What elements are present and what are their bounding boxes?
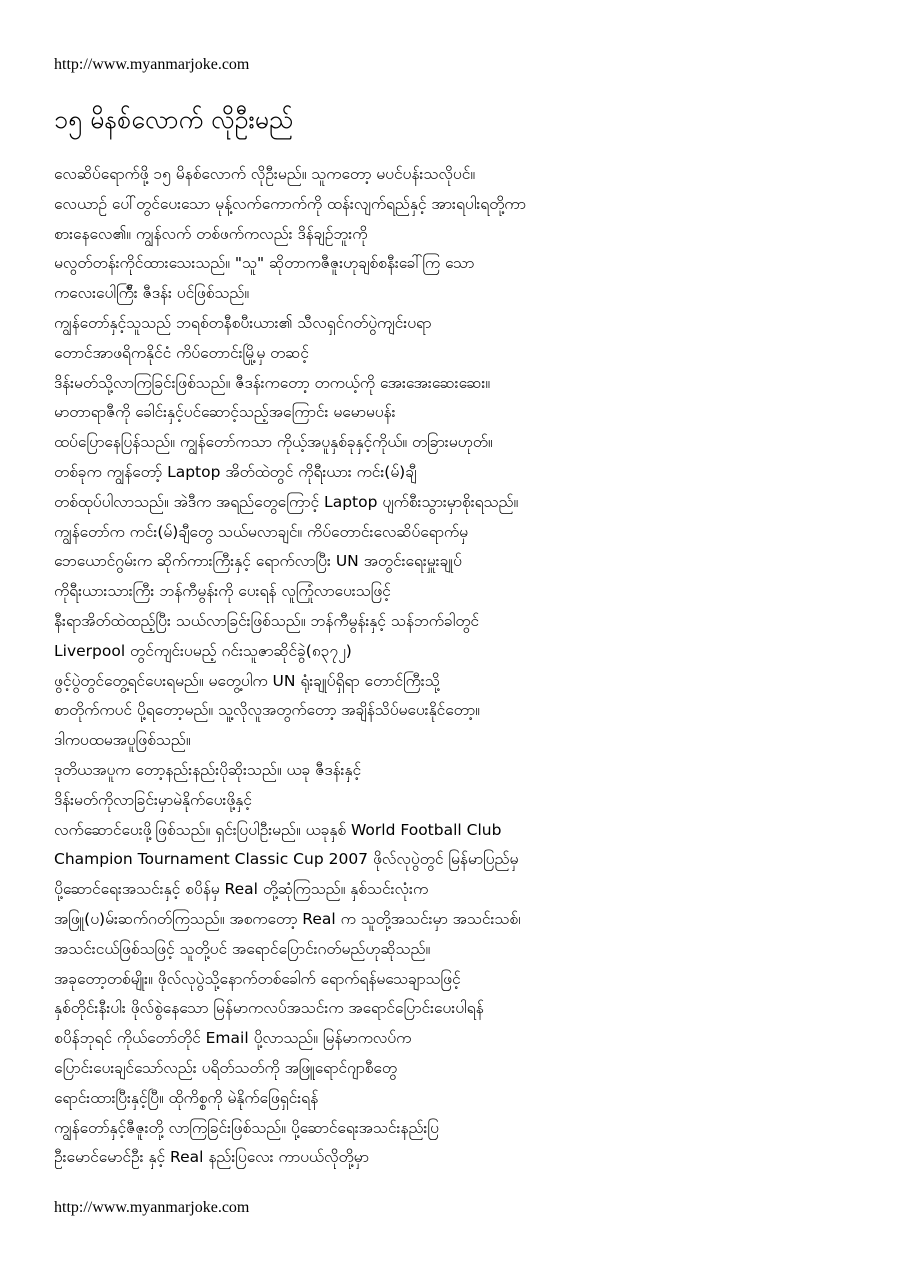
- text-line: အသင်းငယ်ဖြစ်သဖြင့် သူတို့ပင် အရောင်ပြောင်းဂတ်မည်ဟုဆိုသည်။: [54, 939, 431, 958]
- footer-url: http://www.myanmarjoke.com: [54, 1199, 250, 1216]
- text-line: ကျွန်တော်က ကင်း(မ်)ချီတွေ သယ်မလာချင်။ ကိပ်တောင်းလေဆိပ်ရောက်မှ: [54, 522, 468, 541]
- text-line: ဒုတိယအပူက တော့နည်းနည်းပိုဆိုးသည်။ ယခု ဇီဒန်းနှင့်: [54, 760, 362, 779]
- text-line: နှစ်တိုင်းနီးပါး ဖိုလ်စွဲနေသော မြန်မာကလပ်အသင်းက အရောင်ပြောင်းပေးပါရန်: [54, 999, 484, 1018]
- text-line: အဖြူ(ပ)မ်းဆက်ဂတ်ကြသည်။ အစကတော့ Real က သူတို့အသင်းမှာ အသင်းသစ်၊: [54, 909, 521, 928]
- text-line: Champion Tournament Classic Cup 2007 ဖိုလ်လုပွဲတွင် မြန်မာပြည်မှ: [54, 850, 519, 869]
- text-line: ကျွန်တော်နှင့်သူသည် ဘရစ်တနီစပီးယား၏ သီလရှင်ဂတ်ပွဲကျင်းပရာ: [54, 313, 432, 332]
- text-line: ဒိန်းမတ်သို့လာကြခြင်းဖြစ်သည်။ ဇီဒန်းကတော့ တကယ့်ကို အေးအေးဆေးဆေး။: [54, 373, 491, 392]
- text-line: ဖွင့်ပွဲတွင်တွေ့ရင်ပေးရမည်။ မတွေ့ပါက UN ရုံးချုပ်ရှိရာ တောင်ကြီးသို့: [54, 671, 440, 690]
- text-line: ရောင်းထားပြီးနှင့်ပြီ။ ထိုကိစ္စကို မဲနိုက်ဖြေရှင်းရန်: [54, 1088, 319, 1107]
- text-line: တစ်ခုက ကျွန်တော့် Laptop အိတ်ထဲတွင် ကိုရီးယား ကင်း(မ်)ချီ: [54, 462, 417, 481]
- text-line: ကလေးပေါက်ြီး ဇီဒန်း ပင်ဖြစ်သည်။: [54, 284, 250, 303]
- text-line: ဒိန်းမတ်ကိုလာခြင်းမှာမဲနိုက်ပေးဖို့နှင့်: [54, 790, 252, 809]
- text-line: ထပ်ပြောနေပြန်သည်။ ကျွန်တော်ကသာ ကိုယ့်အပူနှစ်ခုနှင့်ကိုယ်။ တခြားမဟုတ်။: [54, 433, 493, 452]
- text-line: လေယာဉ် ပေါ်တွင်ပေးသော မုန့်လက်ကောက်ကို ထန်းလျက်ရည်နှင့် အားရပါးရတို့ကာ: [54, 194, 526, 213]
- text-line: ပို့ဆောင်ရေးအသင်းနှင့် စပိန်မှ Real တို့ဆုံကြသည်။ နှစ်သင်းလုံးက: [54, 880, 429, 899]
- text-line: တစ်ထုပ်ပါလာသည်။ အဲဒီက အရည်တွေကြောင့် Laptop ပျက်စီးသွားမှာစိုးရသည်။: [54, 492, 519, 511]
- text-line: ဦးမောင်မောင်ဦး နှင့် Real နည်းပြလေး ကာပယ်လိုတို့မှာ: [54, 1148, 369, 1167]
- header-url: http://www.myanmarjoke.com: [54, 56, 250, 73]
- text-line: လေဆိပ်ရောက်ဖို့ ၁၅ မိနစ်လောက် လိုဦးမည်။ သူကတော့ မပင်ပန်းသလိုပင်။: [54, 165, 476, 183]
- text-line: နီးရာအိတ်ထဲထည့်ပြီး သယ်လာခြင်းဖြစ်သည်။ ဘန်ကီမွန်းနှင့် သန်ဘက်ခါတွင်: [54, 611, 480, 630]
- text-line: မာတာရာဇီကို ခေါင်းနှင့်ပင်ဆောင့်သည့်အကြောင်း မမောမပန်း: [54, 403, 396, 422]
- text-line: မလွတ်တန်းကိုင်ထားသေးသည်။ "သူ" ဆိုတာကဇီဇူးဟုချစ်စနီးခေါ်ကြ သော: [54, 254, 475, 273]
- text-line: ကျွန်တော်နှင့်ဇီဇူးတို့ လာကြခြင်းဖြစ်သည်။ ပို့ဆောင်ရေးအသင်းနည်းပြ: [54, 1118, 439, 1137]
- text-line: Liverpool တွင်ကျင်းပမည့် ဂင်းသူဇာဆိုင်ခွဲ(၈၃၇၂): [54, 641, 352, 660]
- page-title: ၁၅ မိနစ်လောက် လိုဦးမည်: [54, 105, 294, 134]
- text-line: ဒါကပထမအပူဖြစ်သည်။: [54, 731, 191, 750]
- text-line: ကိုရီးယားသားကြီး ဘန်ကီမွန်းကို ပေးရန် လူကြုံလာပေးသဖြင့်: [54, 582, 391, 601]
- text-line: လက်ဆောင်ပေးဖို့ဖြစ်သည်။ ရှင်းပြပါဦးမည်။ ယခုနှစ် World Football Club: [54, 820, 502, 839]
- text-line: အခုတော့တစ်မျိုး။ ဖိုလ်လုပွဲသို့နောက်တစ်ခေါက် ရောက်ရန်မသေချာသဖြင့်: [54, 969, 461, 988]
- text-line: တောင်အာဖရိကနိုင်ငံ ကိပ်တောင်းမြို့မှ တဆင့်: [54, 343, 309, 362]
- article-body: [54, 160, 874, 1173]
- text-line: ပြောင်းပေးချင်သော်လည်း ပရိတ်သတ်ကို အဖြူရောင်ဂျာစီတွေ: [54, 1058, 397, 1077]
- text-line: စာတိုက်ကပင် ပို့ရတော့မည်။ သူ့လိုလူအတွက်တော့ အချိန်သိပ်မပေးနိုင်တော့။: [54, 701, 480, 720]
- text-line: ဘေယောင်ဂွမ်းက ဆိုက်ကားကြီးနှင့် ရောက်လာပြီး UN အတွင်းရေးမှူးချုပ်: [54, 552, 462, 571]
- text-line: စားနေလေ၏။ ကျွန်လက် တစ်ဖက်ကလည်း ဒိန်ချဉ်ဘူးကို: [54, 224, 368, 243]
- text-line: စပိန်ဘုရင် ကိုယ်တော်တိုင် Email ပို့လာသည်။ မြန်မာကလပ်က: [54, 1029, 412, 1048]
